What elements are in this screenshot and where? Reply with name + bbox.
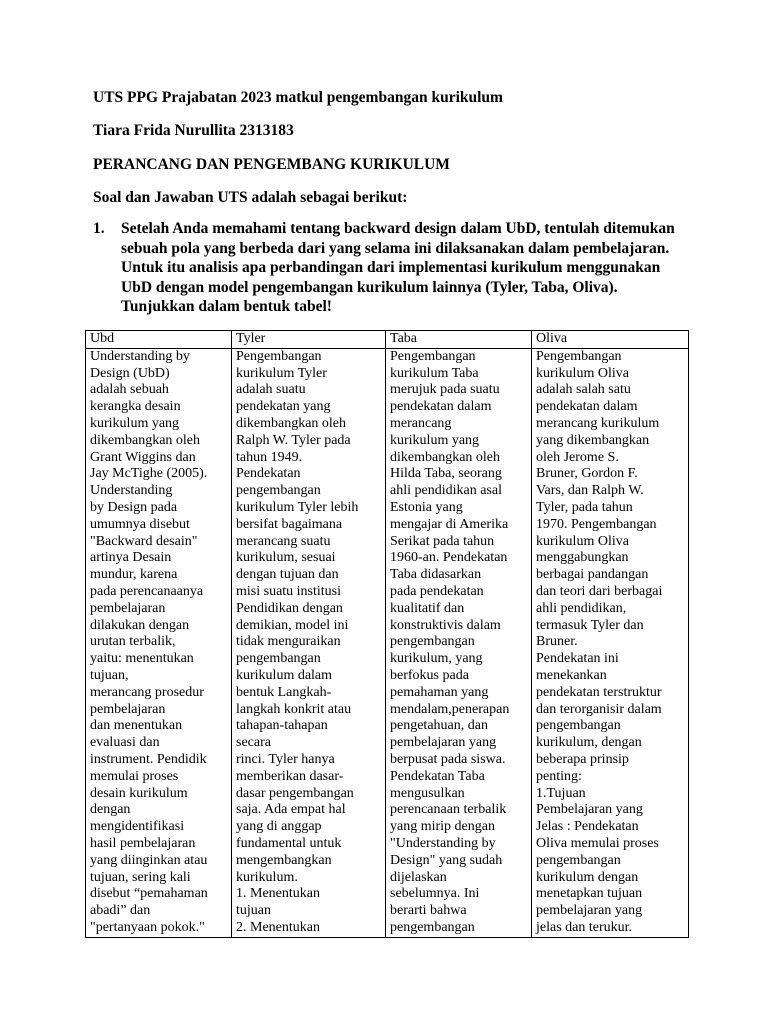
cell-line: fundamental untuk <box>236 835 342 851</box>
cell-line: mengembangkan <box>236 852 332 868</box>
cell-line: Jay McTighe (2005). <box>90 466 208 482</box>
cell-line: pengembangan <box>536 852 621 868</box>
cell-line: "Backward desain" <box>90 533 198 549</box>
cell-line: merancang <box>390 415 452 431</box>
cell-line: Understanding <box>90 483 173 499</box>
cell-line: mengidentifikasi <box>90 819 185 835</box>
cell-line: termasuk Tyler dan <box>536 617 644 633</box>
cell-line: menggabungkan <box>536 550 629 566</box>
cell-line: dikembangkan oleh <box>390 449 501 465</box>
cell-line: Serikat pada tahun <box>390 533 495 549</box>
cell-line: dan menentukan <box>90 718 183 734</box>
cell-line: adalah salah satu <box>536 382 631 398</box>
header-oliva: Oliva <box>532 331 689 349</box>
cell-line: yang di anggap <box>236 819 322 835</box>
cell-line: merancang prosedur <box>90 684 204 700</box>
cell-line: misi suatu institusi <box>236 583 342 599</box>
cell-line: mendalam,penerapan <box>390 701 510 717</box>
cell-tyler <box>232 348 386 937</box>
cell-line: Pendidikan dengan <box>236 600 343 616</box>
header-ubd: Ubd <box>86 331 232 349</box>
cell-line: kurikulum, dengan <box>536 735 642 751</box>
cell-line: pada pendekatan <box>390 583 484 599</box>
cell-line: kurikulum yang <box>390 432 480 448</box>
question-line: Tunjukkan dalam bentuk tabel! <box>121 298 332 315</box>
cell-line: pembelajaran <box>90 600 166 616</box>
cell-line: kurikulum Oliva <box>536 533 629 549</box>
cell-line: hasil pembelajaran <box>90 835 196 851</box>
question-line: Setelah Anda memahami tentang backward design dalam UbD, tentulah ditemukan <box>121 220 675 237</box>
cell-line: yang mirip dengan <box>390 819 495 835</box>
cell-line: konstruktivis dalam <box>390 617 501 633</box>
cell-line: memberikan dasar- <box>236 768 344 784</box>
cell-line: Oliva memulai proses <box>536 835 659 851</box>
cell-line: Hilda Taba, seorang <box>390 466 502 482</box>
cell-line: pembelajaran yang <box>536 903 643 919</box>
cell-line: dikembangkan oleh <box>90 432 201 448</box>
cell-line: disebut “pemahaman <box>90 886 208 902</box>
cell-line: dijelaskan <box>390 869 447 885</box>
cell-line: dasar pengembangan <box>236 785 354 801</box>
cell-line: Design" yang sudah <box>390 852 503 868</box>
cell-ubd <box>86 348 232 937</box>
section-heading: PERANCANG DAN PENGEMBANG KURIKULUM <box>93 156 450 173</box>
cell-line: merancang kurikulum <box>536 415 660 431</box>
cell-line: kurikulum. <box>236 869 298 885</box>
cell-line: pengembangan <box>390 919 475 935</box>
cell-line: Vars, dan Ralph W. <box>536 483 644 499</box>
cell-line: menetapkan tujuan <box>536 886 643 902</box>
cell-line: yang dikembangkan <box>536 432 650 448</box>
cell-line: kurikulum, sesuai <box>236 550 336 566</box>
cell-line: 2. Menentukan <box>236 919 320 935</box>
cell-line: pendekatan dalam <box>390 399 492 415</box>
cell-line: kerangka desain <box>90 399 181 415</box>
cell-line: Design (UbD) <box>90 365 170 381</box>
cell-line: berfokus pada <box>390 667 469 683</box>
cell-line: dikembangkan oleh <box>236 415 347 431</box>
cell-line: pembelajaran yang <box>390 735 497 751</box>
cell-line: Pengembangan <box>236 348 322 364</box>
cell-line: tujuan, <box>90 667 129 683</box>
cell-line: berarti bahwa <box>390 903 467 919</box>
cell-line: dengan tujuan dan <box>236 567 339 583</box>
cell-line: dan teori dari berbagai <box>536 583 663 599</box>
cell-line: Tyler, pada tahun <box>536 499 633 515</box>
cell-line: evaluasi dan <box>90 735 160 751</box>
cell-line: bersifat bagaimana <box>236 516 343 532</box>
cell-line: bentuk Langkah- <box>236 684 332 700</box>
cell-line: kurikulum Taba <box>390 365 479 381</box>
cell-line: pengetahuan, dan <box>390 718 488 734</box>
cell-line: Pendekatan <box>236 466 301 482</box>
cell-line: kurikulum Oliva <box>536 365 629 381</box>
cell-line: ahli pendidikan asal <box>390 483 502 499</box>
header-tyler: Tyler <box>232 331 386 349</box>
cell-line: berpusat pada siswa. <box>390 751 506 767</box>
cell-line: pendekatan yang <box>236 399 331 415</box>
cell-line: pemahaman yang <box>390 684 489 700</box>
table-row <box>86 348 689 937</box>
cell-line: tidak menguraikan <box>236 634 341 650</box>
cell-line: 1.Tujuan <box>536 785 586 801</box>
cell-line: kurikulum, yang <box>390 651 483 667</box>
cell-line: Pengembangan <box>390 348 476 364</box>
cell-line: langkah konkrit atau <box>236 701 352 717</box>
cell-line: dan terorganisir dalam <box>536 701 662 717</box>
cell-line: by Design pada <box>90 499 178 515</box>
cell-line: secara <box>236 735 271 751</box>
cell-line: Pembelajaran yang <box>536 802 643 818</box>
cell-line: beberapa prinsip <box>536 751 629 767</box>
cell-line: mundur, karena <box>90 567 178 583</box>
cell-line: kualitatif dan <box>390 600 465 616</box>
cell-line: tahapan-tahapan <box>236 718 328 734</box>
cell-line: Bruner. <box>536 634 578 650</box>
cell-line: pada perencanaanya <box>90 583 204 599</box>
cell-line: pendekatan dalam <box>536 399 638 415</box>
cell-line: urutan terbalik, <box>90 634 176 650</box>
cell-line: pengembangan <box>236 483 321 499</box>
cell-line: Grant Wiggins dan <box>90 449 196 465</box>
cell-line: "pertanyaan pokok." <box>90 919 205 935</box>
cell-line: kurikulum yang <box>90 415 180 431</box>
cell-line: demikian, model ini <box>236 617 349 633</box>
cell-line: adalah suatu <box>236 382 306 398</box>
intro-line: Soal dan Jawaban UTS adalah sebagai berikut: <box>93 189 408 206</box>
cell-line: kurikulum dalam <box>236 667 333 683</box>
cell-line: yang diinginkan atau <box>90 852 208 868</box>
cell-line: tahun 1949. <box>236 449 303 465</box>
question-number: 1. <box>93 220 105 237</box>
cell-line: ahli pendidikan, <box>536 600 627 616</box>
cell-line: pembelajaran <box>90 701 166 717</box>
cell-line: kurikulum dengan <box>536 869 639 885</box>
cell-line: Estonia yang <box>390 499 463 515</box>
cell-line: pengembangan <box>236 651 321 667</box>
cell-line: kurikulum Tyler <box>236 365 327 381</box>
cell-line: tujuan <box>236 903 271 919</box>
cell-line: menekankan <box>536 667 607 683</box>
cell-line: penting: <box>536 768 582 784</box>
cell-line: merujuk pada suatu <box>390 382 500 398</box>
cell-line: memulai proses <box>90 768 179 784</box>
cell-line: Understanding by <box>90 348 190 364</box>
header-taba: Taba <box>386 331 532 349</box>
cell-line: saja. Ada empat hal <box>236 802 346 818</box>
cell-line: "Understanding by <box>390 835 496 851</box>
comparison-table <box>85 330 689 938</box>
cell-taba <box>386 348 532 937</box>
cell-line: instrument. Pendidik <box>90 751 207 767</box>
cell-line: jelas dan terukur. <box>536 919 633 935</box>
cell-line: 1970. Pengembangan <box>536 516 657 532</box>
cell-line: yaitu: menentukan <box>90 651 194 667</box>
cell-line: pengembangan <box>536 718 621 734</box>
question-line: sebuah pola yang berbeda dari yang selama ini dilaksanakan dalam pembelajaran. <box>121 239 670 257</box>
cell-line: 1. Menentukan <box>236 886 320 902</box>
cell-line: Bruner, Gordon F. <box>536 466 638 482</box>
cell-line: mengajar di Amerika <box>390 516 509 532</box>
cell-line: kurikulum Tyler lebih <box>236 499 359 515</box>
cell-line: pengembangan <box>390 634 475 650</box>
cell-line: Pendekatan ini <box>536 651 619 667</box>
cell-line: Pendekatan Taba <box>390 768 485 784</box>
table-header-row <box>86 331 689 349</box>
cell-line: artinya Desain <box>90 550 172 566</box>
cell-line: pendekatan terstruktur <box>536 684 662 700</box>
cell-line: dilakukan dengan <box>90 617 190 633</box>
cell-line: perencanaan terbalik <box>390 802 507 818</box>
question-line: Untuk itu analisis apa perbandingan dari implementasi kurikulum menggunakan <box>121 259 661 276</box>
author-line: Tiara Frida Nurullita 2313183 <box>93 122 294 139</box>
cell-line: Jelas : Pendekatan <box>536 819 639 835</box>
cell-line: rinci. Tyler hanya <box>236 751 335 767</box>
cell-line: oleh Jerome S. <box>536 449 619 465</box>
document-title: UTS PPG Prajabatan 2023 matkul pengembangan kurikulum <box>93 89 503 106</box>
question-text <box>121 219 681 317</box>
cell-line: umumnya disebut <box>90 516 190 532</box>
cell-line: Pengembangan <box>536 348 622 364</box>
question-line: UbD dengan model pengembangan kurikulum lainnya (Tyler, Taba, Oliva). <box>121 278 618 296</box>
cell-line: Ralph W. Tyler pada <box>236 432 351 448</box>
cell-line: Taba didasarkan <box>390 567 482 583</box>
cell-oliva <box>532 348 689 937</box>
cell-line: berbagai pandangan <box>536 567 649 583</box>
cell-line: dengan <box>90 802 131 818</box>
cell-line: adalah sebuah <box>90 382 169 398</box>
cell-line: tujuan, sering kali <box>90 869 191 885</box>
cell-line: merancang suatu <box>236 533 331 549</box>
cell-line: mengusulkan <box>390 785 465 801</box>
cell-line: abadi” dan <box>90 903 151 919</box>
cell-line: sebelumnya. Ini <box>390 886 480 902</box>
cell-line: 1960-an. Pendekatan <box>390 550 508 566</box>
cell-line: desain kurikulum <box>90 785 188 801</box>
